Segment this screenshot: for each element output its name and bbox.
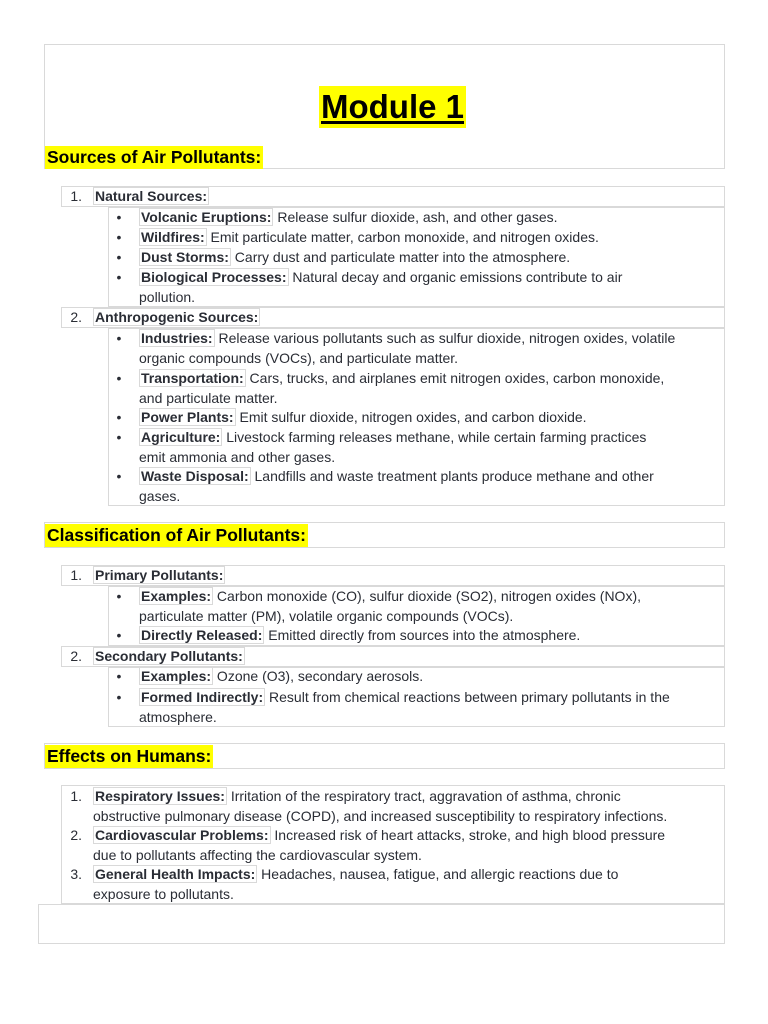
list-item: Biological Processes: Natural decay and organic emissions contribute to air pollution.	[139, 269, 623, 305]
list-item: Industries: Release various pollutants such as sulfur dioxide, nitrogen oxides, volatile organic compounds (VOCs), and particulate matter.	[139, 330, 676, 366]
bullet-icon: •	[116, 370, 122, 386]
list-item: Cardiovascular Problems: Increased risk of heart attacks, stroke, and high blood pressure due to pollutants affecting the cardiovascular system.	[93, 827, 666, 863]
list-item: Respiratory Issues: Irritation of the respiratory tract, aggravation of asthma, chronic obstructive pulmonary disease (COPD), and increased susceptibility to respiratory infections.	[93, 788, 668, 824]
list-item: Power Plants: Emit sulfur dioxide, nitrogen oxides, and carbon dioxide.	[141, 409, 587, 425]
sources-heading: Sources of Air Pollutants:	[47, 147, 262, 167]
list-item: Examples: Carbon monoxide (CO), sulfur dioxide (SO2), nitrogen oxides (NOx), particulate matter (PM), volatile organic compounds (VOCs).	[139, 588, 641, 624]
list-item: Waste Disposal: Landfills and waste treatment plants produce methane and other gases.	[139, 468, 654, 504]
anthropogenic-sources-label: Anthropogenic Sources:	[95, 309, 259, 325]
bullet-icon: •	[116, 429, 122, 445]
list-item: Dust Storms: Carry dust and particulate matter into the atmosphere.	[141, 249, 571, 265]
primary-pollutants-label: Primary Pollutants:	[95, 567, 224, 583]
bullet-icon: •	[116, 689, 122, 705]
list-item: Examples: Ozone (O3), secondary aerosols.	[141, 668, 424, 684]
bullet-icon: •	[116, 468, 122, 484]
bullet-icon: •	[116, 588, 122, 604]
list-number: 3.	[70, 866, 82, 882]
list-item: Agriculture: Livestock farming releases methane, while certain farming practices emit ammonia and other gases.	[139, 429, 647, 465]
list-item: Formed Indirectly: Result from chemical reactions between primary pollutants in the atmosphere.	[139, 689, 670, 725]
list-number: 2.	[70, 309, 82, 325]
bullet-icon: •	[116, 269, 122, 285]
classification-heading: Classification of Air Pollutants:	[47, 525, 306, 545]
bullet-icon: •	[116, 409, 122, 425]
effects-heading: Effects on Humans:	[47, 746, 212, 766]
bullet-icon: •	[116, 627, 122, 643]
list-item: Directly Released: Emitted directly from sources into the atmosphere.	[141, 627, 581, 643]
bullet-icon: •	[116, 330, 122, 346]
empty-block	[38, 904, 725, 944]
natural-sources-label: Natural Sources:	[95, 188, 208, 204]
list-number: 2.	[70, 648, 82, 664]
bullet-icon: •	[116, 249, 122, 265]
secondary-pollutants-label: Secondary Pollutants:	[95, 648, 243, 664]
list-number: 1.	[70, 188, 82, 204]
list-item: Wildfires: Emit particulate matter, carbon monoxide, and nitrogen oxides.	[141, 229, 599, 245]
list-number: 2.	[70, 827, 82, 843]
list-item: Volcanic Eruptions: Release sulfur dioxide, ash, and other gases.	[141, 209, 558, 225]
list-item: Transportation: Cars, trucks, and airplanes emit nitrogen oxides, carbon monoxide, and particulate matter.	[139, 370, 665, 406]
list-item: General Health Impacts: Headaches, nausea, fatigue, and allergic reactions due to exposure to pollutants.	[93, 866, 619, 902]
list-number: 1.	[70, 788, 82, 804]
bullet-icon: •	[116, 668, 122, 684]
bullet-icon: •	[116, 209, 122, 225]
list-number: 1.	[70, 567, 82, 583]
bullet-icon: •	[116, 229, 122, 245]
module-title: Module 1	[319, 86, 466, 128]
